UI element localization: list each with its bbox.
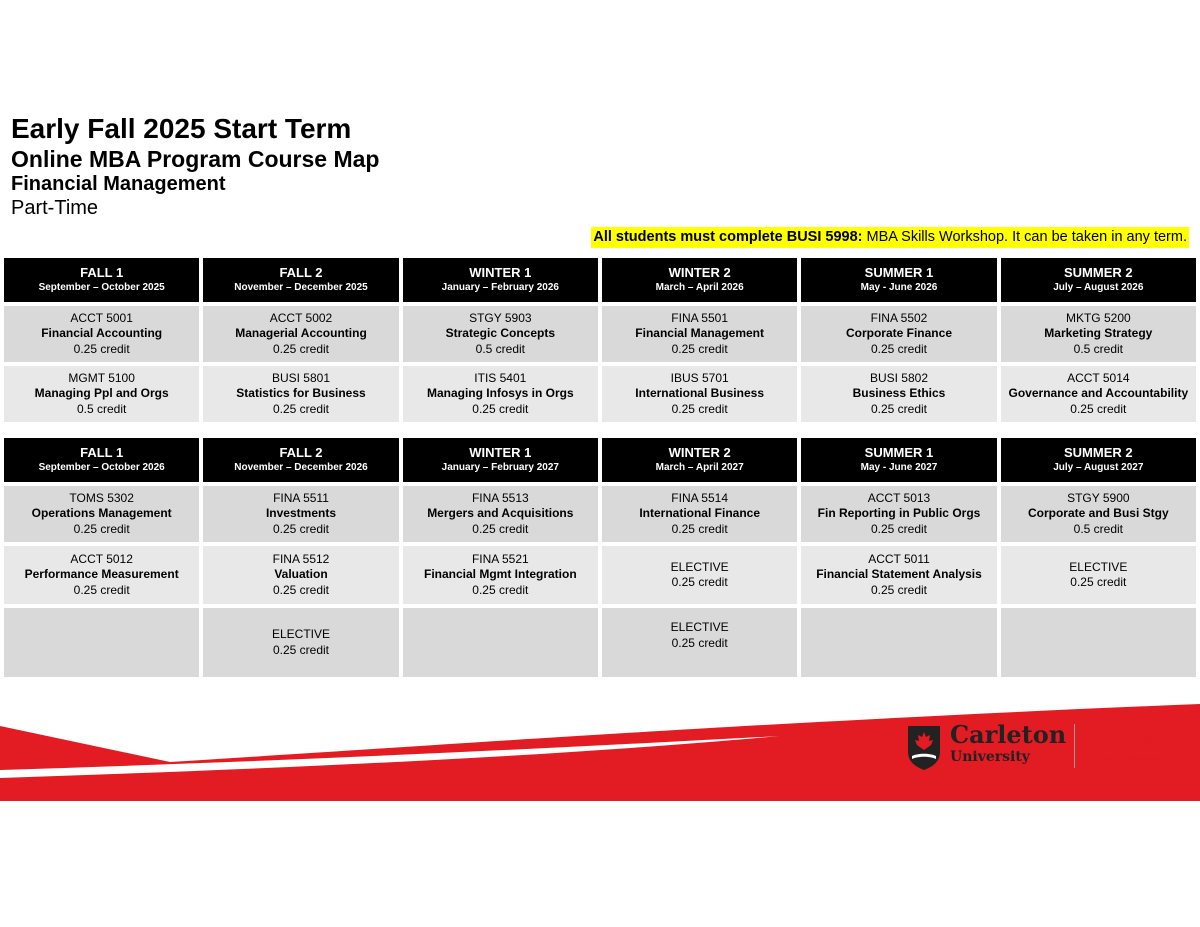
course-name: Marketing Strategy [1044, 326, 1153, 341]
course-cell [1001, 306, 1196, 362]
term-dates: September – October 2026 [38, 462, 165, 473]
course-credit: 0.25 credit [870, 521, 928, 536]
course-name: Operations Management [31, 506, 172, 521]
course-credit: 0.25 credit [472, 582, 529, 597]
course-cell [403, 546, 598, 604]
course-cell [602, 366, 797, 422]
course-name: Strategic Concepts [445, 326, 555, 341]
notice-rest: MBA Skills Workshop. It can be taken in any term. [862, 229, 1187, 245]
sprott-name: Sprott [1084, 722, 1158, 750]
course-cell [1001, 366, 1196, 422]
course-cell [4, 546, 199, 604]
term-dates: September – October 2025 [38, 282, 165, 293]
course-name: Corporate and Busi Stgy [1027, 506, 1169, 521]
term-header [403, 438, 598, 482]
empty-cell [403, 608, 598, 677]
course-cell [801, 366, 996, 422]
term-header [801, 258, 996, 302]
course-credit: 0.25 credit [272, 521, 330, 536]
course-code: ACCT 5012 [70, 551, 133, 566]
term-dates: November – December 2025 [234, 282, 368, 293]
course-code: ELECTIVE [670, 559, 729, 574]
course-credit: 0.25 credit [73, 582, 130, 597]
course-code: FINA 5511 [273, 490, 329, 505]
course-name: Managing Infosys in Orgs [426, 386, 574, 401]
course-code: ACCT 5001 [70, 310, 133, 325]
course-credit: 0.25 credit [1070, 575, 1127, 589]
course-name: Valuation [274, 567, 328, 582]
term-dates: January – February 2027 [441, 462, 559, 473]
course-code: MKTG 5200 [1065, 310, 1131, 325]
course-name: Investments [265, 506, 336, 521]
course-name: Fin Reporting in Public Orgs [817, 506, 981, 521]
course-credit: 0.25 credit [73, 521, 130, 536]
course-cell [801, 306, 996, 362]
term-header [602, 438, 797, 482]
term-dates: January – February 2026 [441, 282, 559, 293]
course-name: Corporate Finance [845, 326, 952, 341]
concentration-label: Financial Management [11, 173, 226, 195]
course-code: FINA 5502 [870, 310, 928, 325]
term-dates: July – August 2027 [1053, 462, 1144, 473]
course-name: Governance and Accountability [1008, 386, 1189, 401]
term-header [203, 438, 398, 482]
course-credit: 0.25 credit [272, 582, 330, 597]
term-header [602, 258, 797, 302]
course-credit: 0.25 credit [870, 341, 928, 356]
course-cell [801, 546, 996, 604]
term-dates: May - June 2027 [860, 462, 938, 473]
course-name: International Finance [639, 506, 760, 521]
course-code: FINA 5501 [671, 310, 728, 325]
course-name: Mergers and Acquisitions [427, 506, 574, 521]
course-code: BUSI 5802 [869, 370, 929, 385]
course-cell [203, 366, 398, 422]
term-name: WINTER 2 [668, 265, 731, 280]
course-credit: 0.5 credit [1073, 341, 1123, 356]
course-code: STGY 5903 [469, 310, 532, 325]
elective-cell [602, 546, 797, 604]
term-name: WINTER 2 [668, 445, 731, 460]
course-name: International Business [635, 386, 764, 401]
course-credit: 0.25 credit [472, 521, 529, 536]
university-label: University [950, 749, 1030, 765]
course-cell [403, 366, 598, 422]
course-cell [1001, 486, 1196, 542]
course-credit: 0.25 credit [671, 401, 728, 416]
term-name: SUMMER 2 [1064, 445, 1133, 460]
course-code: ELECTIVE [670, 620, 729, 634]
course-cell [403, 486, 598, 542]
logo-divider [1074, 724, 1075, 768]
course-name: Managerial Accounting [235, 326, 367, 341]
course-code: BUSI 5801 [271, 370, 331, 385]
course-name: Financial Statement Analysis [816, 567, 982, 582]
course-code: FINA 5512 [272, 551, 330, 566]
elective-cell [602, 608, 797, 677]
course-code: ACCT 5014 [1067, 370, 1130, 385]
course-cell [203, 486, 398, 542]
course-cell [4, 306, 199, 362]
term-header [203, 258, 398, 302]
course-code: FINA 5513 [471, 490, 529, 505]
term-name: SUMMER 1 [864, 445, 934, 460]
term-header [1001, 258, 1196, 302]
course-code: IBUS 5701 [670, 370, 729, 385]
course-credit: 0.25 credit [272, 341, 330, 356]
course-code: TOMS 5302 [69, 490, 134, 505]
course-credit: 0.25 credit [472, 401, 529, 416]
course-cell [203, 546, 398, 604]
course-credit: 0.25 credit [272, 642, 330, 657]
term-header [801, 438, 996, 482]
course-credit: 0.5 credit [76, 401, 127, 416]
term-name: FALL 2 [279, 445, 323, 460]
shield-icon [906, 724, 942, 770]
elective-cell [1001, 546, 1196, 604]
school-of-business-label: School of Business [1085, 754, 1162, 764]
course-code: FINA 5514 [671, 490, 728, 505]
term-name: SUMMER 1 [864, 265, 934, 280]
course-cell [602, 306, 797, 362]
course-code: ELECTIVE [1069, 559, 1128, 574]
course-name: Business Ethics [852, 386, 946, 401]
course-name: Financial Mgmt Integration [423, 567, 577, 582]
page-title: Early Fall 2025 Start Term [11, 113, 352, 144]
course-cell [203, 306, 398, 362]
term-dates: November – December 2026 [234, 462, 368, 473]
term-dates: May - June 2026 [860, 282, 938, 293]
term-header [4, 258, 199, 302]
course-code: ACCT 5013 [867, 490, 931, 505]
course-cell [4, 366, 199, 422]
course-credit: 0.25 credit [73, 341, 130, 356]
term-name: SUMMER 2 [1064, 265, 1133, 280]
course-cell [602, 486, 797, 542]
term-header [4, 438, 199, 482]
course-credit: 0.25 credit [272, 401, 330, 416]
course-credit: 0.5 credit [1073, 521, 1123, 536]
course-name: Financial Accounting [41, 326, 163, 341]
workshop-notice [591, 227, 1189, 248]
course-name: Managing Ppl and Orgs [34, 386, 169, 401]
course-credit: 0.25 credit [870, 401, 928, 416]
course-credit: 0.25 credit [870, 582, 928, 597]
term-name: WINTER 1 [469, 445, 532, 460]
course-cell [801, 486, 996, 542]
term-name: FALL 2 [279, 265, 323, 280]
term-dates: March – April 2026 [655, 282, 744, 293]
course-credit: 0.25 credit [671, 521, 728, 536]
title-block [11, 112, 379, 220]
course-name: Statistics for Business [236, 386, 366, 401]
term-name: FALL 1 [80, 445, 124, 460]
course-code: ELECTIVE [271, 627, 330, 641]
year2-course-grid [4, 438, 1196, 677]
course-credit: 0.25 credit [671, 635, 728, 650]
course-credit: 0.25 credit [671, 341, 728, 356]
course-credit: 0.5 credit [475, 341, 525, 356]
year1-course-grid [4, 258, 1196, 422]
course-code: MGMT 5100 [68, 370, 135, 385]
term-dates: March – April 2027 [655, 462, 744, 473]
course-code: FINA 5521 [471, 551, 529, 566]
term-name: FALL 1 [80, 265, 124, 280]
empty-cell [801, 608, 996, 677]
term-header [403, 258, 598, 302]
course-code: STGY 5900 [1067, 490, 1130, 505]
mode-label: Part-Time [11, 197, 99, 219]
carleton-sprott-logo [906, 722, 1186, 772]
empty-cell [1001, 608, 1196, 677]
carleton-name: Carleton [950, 720, 1067, 749]
course-code: ACCT 5002 [269, 310, 333, 325]
course-code: ITIS 5401 [474, 370, 527, 385]
term-header [1001, 438, 1196, 482]
course-cell [4, 486, 199, 542]
elective-cell [203, 608, 398, 677]
course-code: ACCT 5011 [868, 551, 930, 566]
course-credit: 0.25 credit [1070, 401, 1127, 416]
empty-cell [4, 608, 199, 677]
notice-bold: All students must complete BUSI 5998: [593, 229, 863, 245]
page-subtitle: Online MBA Program Course Map [11, 146, 380, 172]
course-name: Performance Measurement [24, 567, 179, 582]
term-dates: July – August 2026 [1053, 282, 1144, 293]
term-name: WINTER 1 [469, 265, 532, 280]
course-credit: 0.25 credit [671, 575, 728, 589]
course-name: Financial Management [635, 326, 764, 341]
course-cell [403, 306, 598, 362]
